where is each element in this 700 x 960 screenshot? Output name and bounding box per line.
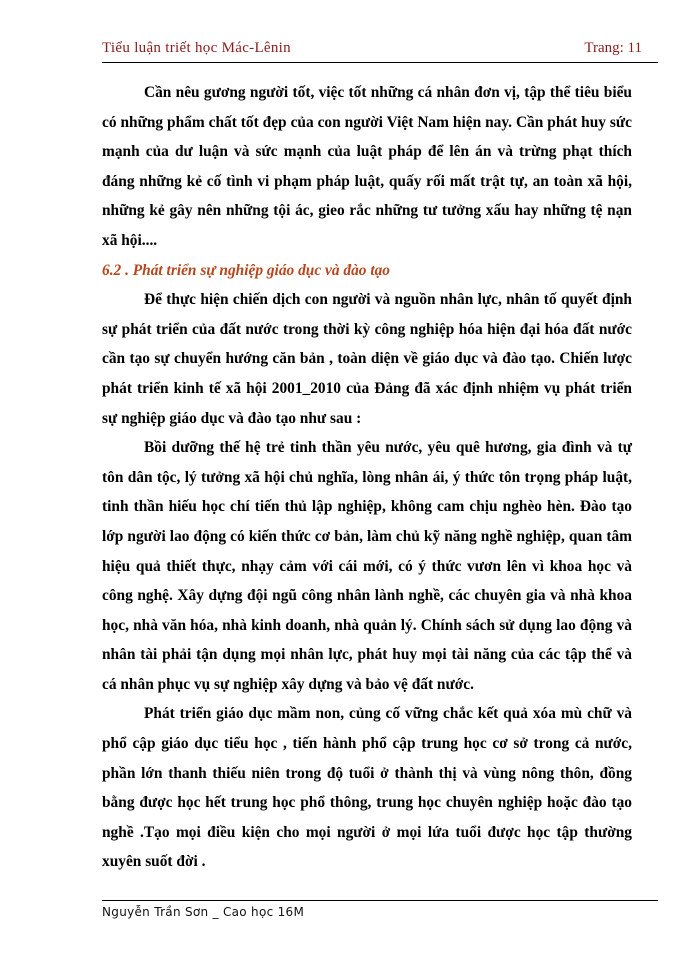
page-header — [102, 36, 658, 63]
document-title: Tiểu luận triết học Mác-Lênin — [102, 40, 291, 56]
document-body — [102, 78, 632, 877]
paragraph-youth-training: Bồi dưỡng thế hệ trẻ tinh thần yêu nước, yêu quê hương, gia đình và tự tôn dân tộc, lý tưởng xã hội chủ nghĩa, lòng nhân ái, ý thức tôn trọng pháp luật, tinh thần hiếu học chí tiến thủ lập nghiệp, không cam chịu nghèo hèn. Đào tạo lớp người lao động có kiến thức cơ bản, làm chủ kỹ năng nghề nghiệp, quan tâm hiệu quả thiết thực, nhạy cảm với cái mới, có ý thức vươn lên vì khoa học và công nghệ. Xây dựng đội ngũ công nhân lành nghề, các chuyên gia và nhà khoa học, nhà văn hóa, nhà kinh doanh, nhà quản lý. Chính sách sử dụng lao động và nhân tài phải tận dụng mọi nhân lực, phát huy mọi tài năng của các tập thể và cá nhân phục vụ sự nghiệp xây dựng và bảo vệ đất nước. — [102, 439, 632, 693]
author-credit: Nguyễn Trần Sơn _ Cao học 16M — [102, 905, 305, 919]
section-heading: 6.2 . Phát triển sự nghiệp giáo dục và đào tạo — [102, 261, 390, 279]
page-footer — [102, 900, 658, 919]
paragraph-education-strategy: Để thực hiện chiến dịch con người và nguồn nhân lực, nhân tố quyết định sự phát triển của đất nước trong thời kỳ công nghiệp hóa hiện đại hóa đất nước cần tạo sự chuyển hướng căn bản , toàn diện về giáo dục và đào tạo. Chiến lược phát triển kinh tế xã hội 2001_2010 của Đảng đã xác định nhiệm vụ phát triển sự nghiệp giáo dục và đào tạo như sau : — [102, 291, 632, 427]
paragraph-education-development: Phát triển giáo dục mầm non, củng cố vững chắc kết quả xóa mù chữ và phổ cập giáo dục tiểu học , tiến hành phổ cập trung học cơ sở trong cả nước, phần lớn thanh thiếu niên trong độ tuổi ở thành thị và vùng nông thôn, đồng bằng được học hết trung học phổ thông, trung học chuyên nghiệp hoặc đào tạo nghề .Tạo mọi điều kiện cho mọi người ở mọi lứa tuổi được học tập thường xuyên suốt đời . — [102, 705, 632, 871]
paragraph-role-models: Cần nêu gương người tốt, việc tốt những cá nhân đơn vị, tập thể tiêu biểu có những phẩm chất tốt đẹp của con người Việt Nam hiện nay. Cần phát huy sức mạnh của dư luận và sức mạnh của luật pháp để lên án và trừng phạt thích đáng những kẻ cố tình vi phạm pháp luật, quấy rối mất trật tự, an toàn xã hội, những kẻ gây nên những tội ác, gieo rắc những tư tưởng xấu hay những tệ nạn xã hội.... — [102, 84, 632, 249]
page-number: Trang: 11 — [584, 40, 642, 56]
